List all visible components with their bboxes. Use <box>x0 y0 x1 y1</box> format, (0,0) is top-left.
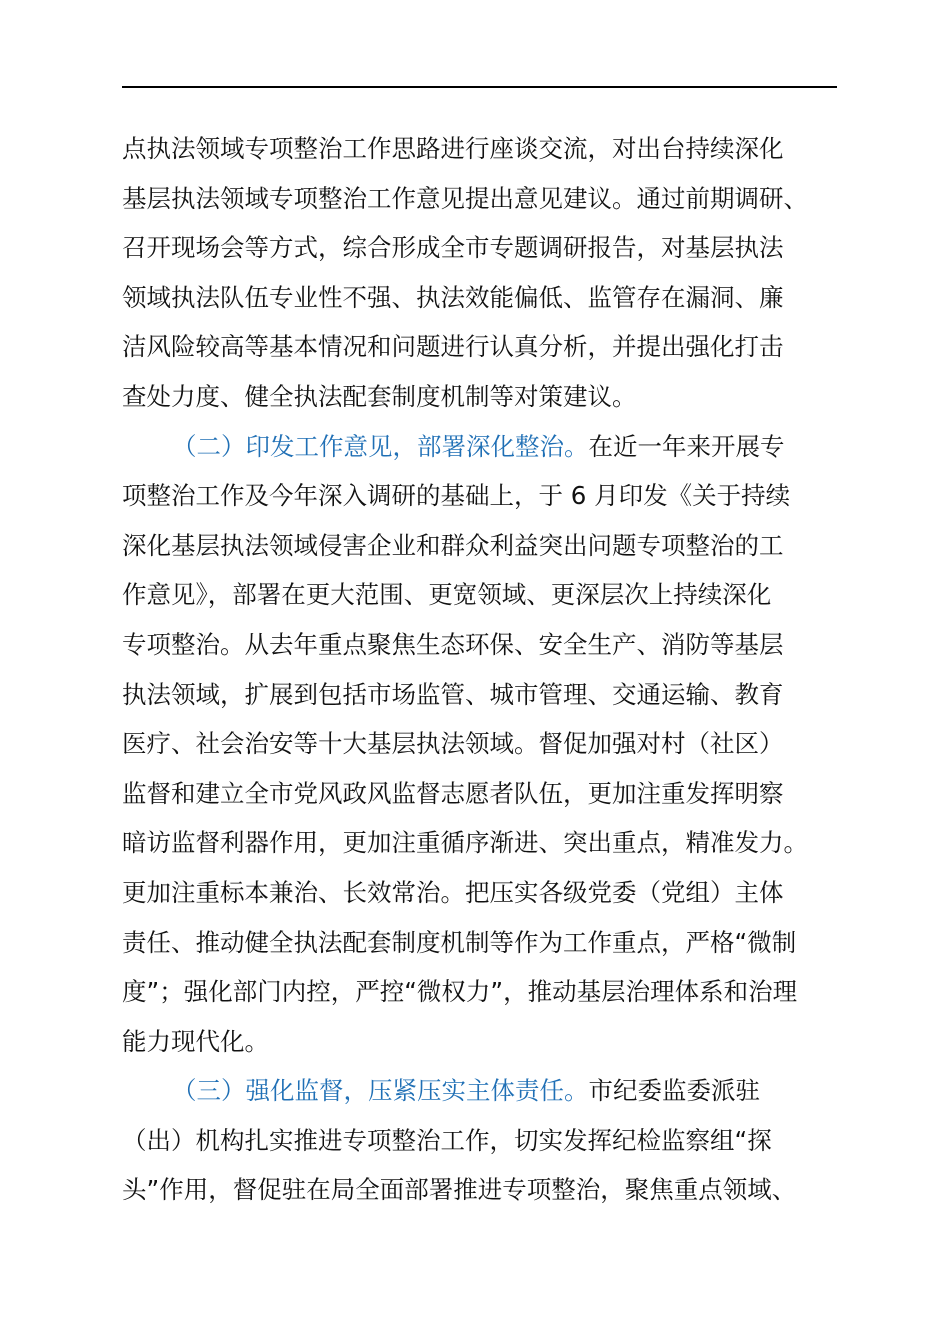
paragraph-2-line: 深化基层执法领域侵害企业和群众利益突出问题专项整治的工 <box>122 530 784 560</box>
header-rule <box>122 86 837 88</box>
section-heading-3: （三）强化监督，压紧压实主体责任。 <box>172 1076 589 1106</box>
paragraph-2-line: 专项整治。从去年重点聚焦生态环保、安全生产、消防等基层 <box>122 629 784 659</box>
paragraph-1-line: 点执法领域专项整治工作思路进行座谈交流，对出台持续深化 <box>122 134 784 163</box>
paragraph-1-line: 基层执法领域专项整治工作意见提出意见建议。通过前期调研、 <box>122 183 808 213</box>
paragraph-3-first-line <box>122 1066 842 1116</box>
paragraph-2-first-line <box>122 422 842 472</box>
paragraph-2-line: 责任、推动健全执法配套制度机制等作为工作重点，严格“微制 <box>122 927 797 957</box>
paragraph-2-line: 能力现代化。 <box>122 1026 269 1056</box>
paragraph-1-line: 查处力度、健全执法配套制度机制等对策建议。 <box>122 381 637 411</box>
paragraph-1-line: 召开现场会等方式，综合形成全市专题调研报告，对基层执法 <box>122 233 784 263</box>
section-heading-2: （二）印发工作意见，部署深化整治。 <box>172 431 589 461</box>
paragraph-2-line: 更加注重标本兼治、长效常治。把压实各级党委（党组）主体 <box>122 877 784 907</box>
paragraph-2-line: 度”；强化部门内控，严控“微权力”，推动基层治理体系和治理 <box>122 977 798 1007</box>
paragraph-3-line: （出）机构扎实推进专项整治工作，切实发挥纪检监察组“探 <box>122 1125 772 1155</box>
document-body <box>122 124 842 1215</box>
paragraph-1-line: 领域执法队伍专业性不强、执法效能偏低、监管存在漏洞、廉 <box>122 282 784 312</box>
paragraph-2-line: 医疗、社会治安等十大基层执法领域。督促加强对村（社区） <box>122 729 784 759</box>
paragraph-3-line: 头”作用，督促驻在局全面部署推进专项整治，聚焦重点领域、 <box>122 1175 797 1205</box>
paragraph-2-line: 项整治工作及今年深入调研的基础上，于 6 月印发《关于持续 <box>122 481 791 511</box>
paragraph-3-first-line-text: 市纪委监委派驻 <box>588 1076 760 1106</box>
paragraph-2-line: 暗访监督利器作用，更加注重循序渐进、突出重点，精准发力。 <box>122 828 808 858</box>
paragraph-2-first-line-text: 在近一年来开展专 <box>588 431 785 461</box>
paragraph-2-line: 监督和建立全市党风政风监督志愿者队伍，更加注重发挥明察 <box>122 778 784 808</box>
paragraph-1-line: 洁风险较高等基本情况和问题进行认真分析，并提出强化打击 <box>122 332 784 362</box>
paragraph-2-line: 执法领域，扩展到包括市场监管、城市管理、交通运输、教育 <box>122 679 784 709</box>
paragraph-2-line: 作意见》，部署在更大范围、更宽领域、更深层次上持续深化 <box>122 580 772 610</box>
